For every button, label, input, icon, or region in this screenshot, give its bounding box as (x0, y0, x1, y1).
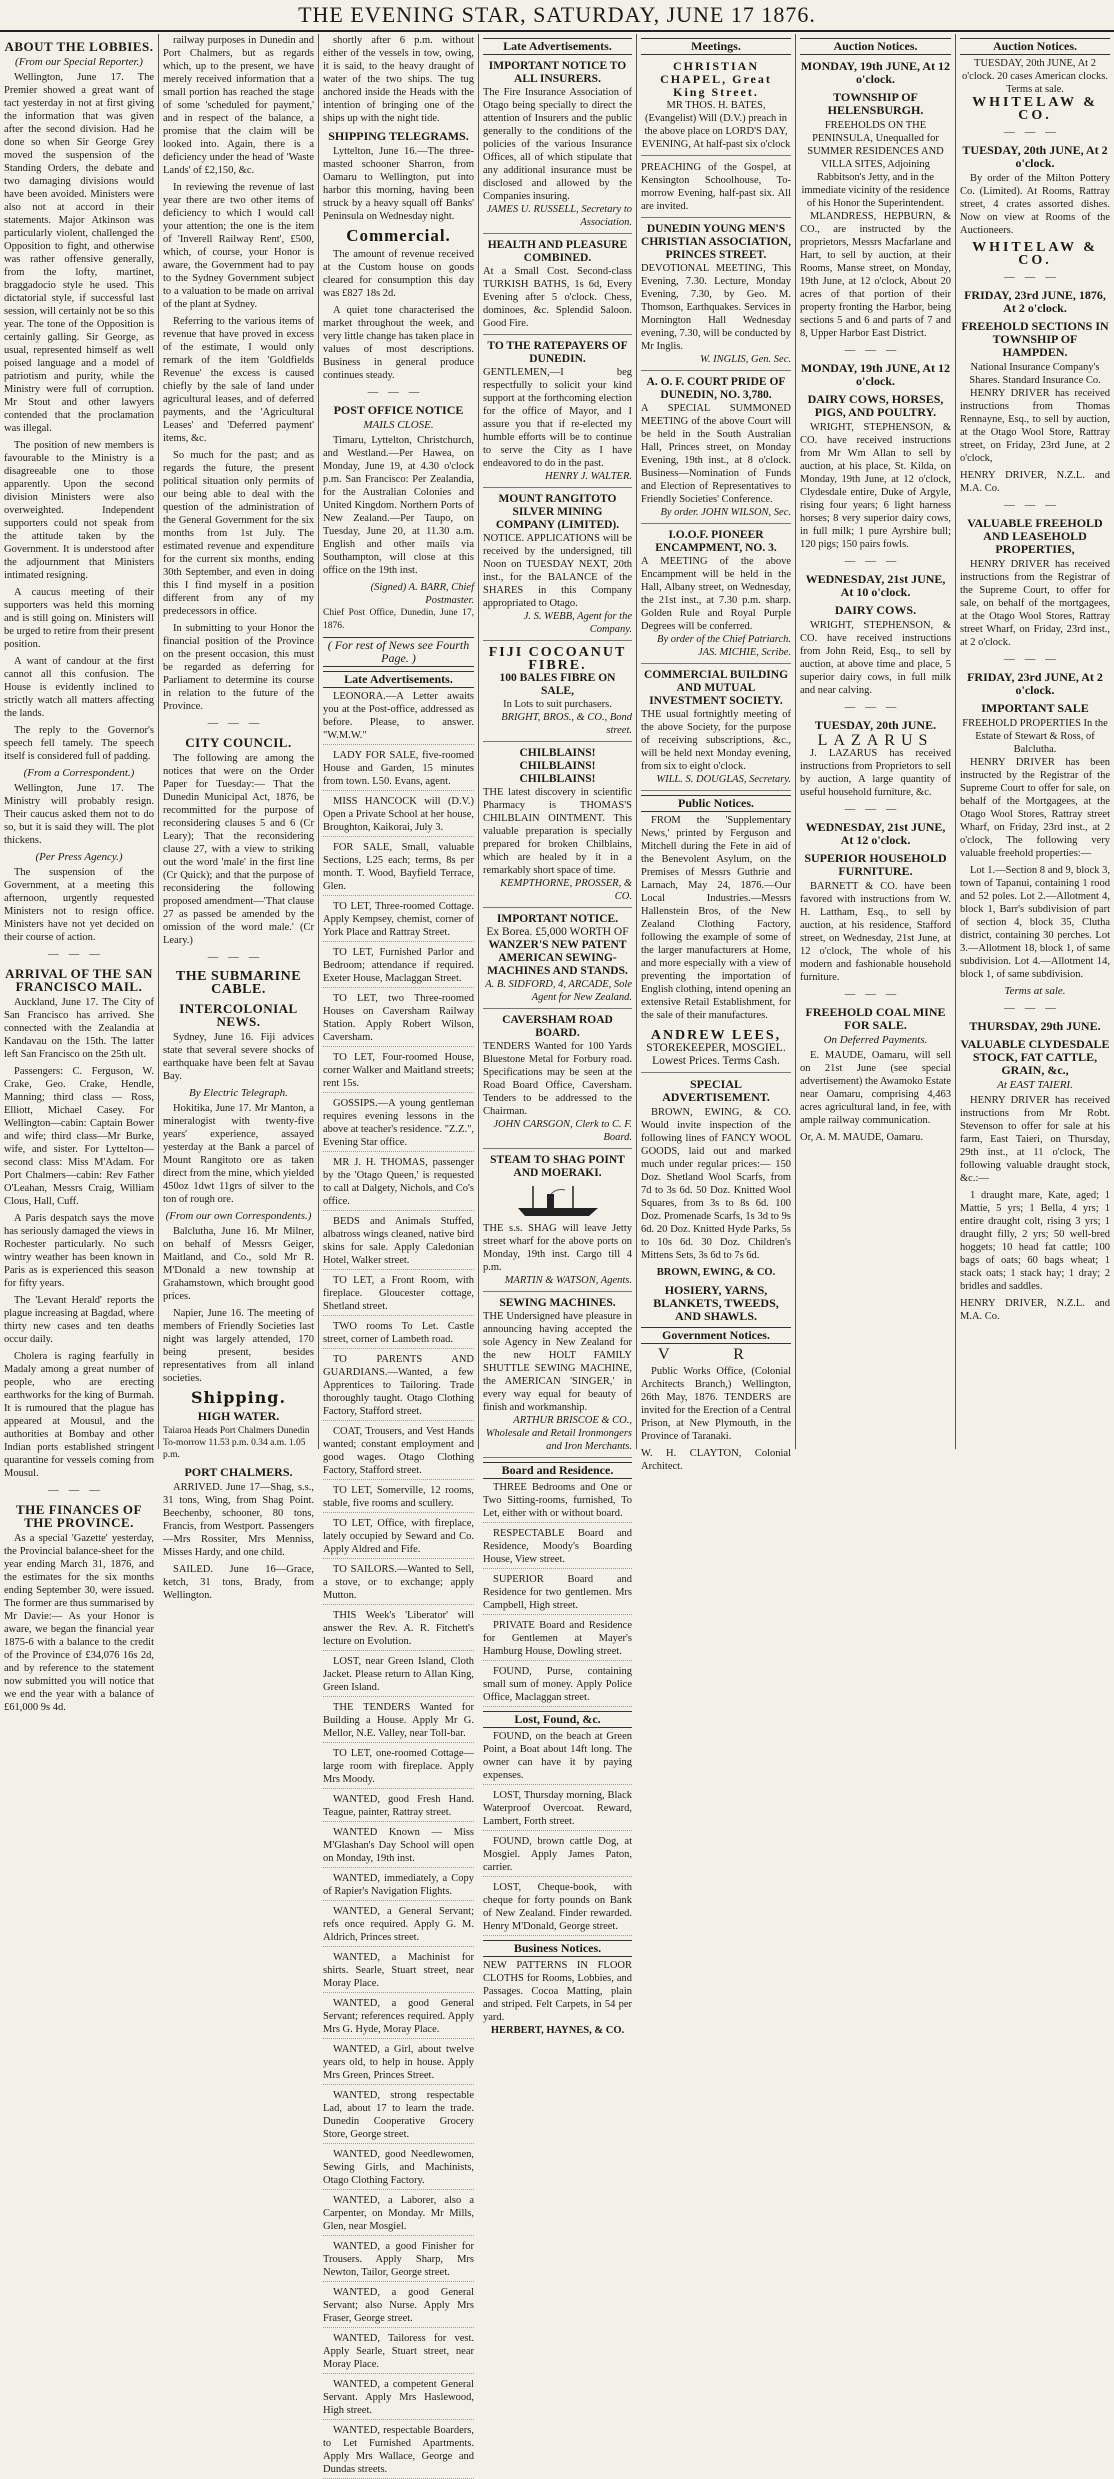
auction-date: TUESDAY, 20th JUNE. (814, 718, 937, 732)
finances-heading: THE FINANCES OF THE PROVINCE. (16, 1502, 142, 1530)
correspondent-paragraph: Wellington, June 17. The Ministry will probably resign. Their caucus asked them not to do so, but it is said they will. The plot thickens. (4, 783, 154, 846)
column-2 (159, 34, 318, 1601)
separator: ——— (1004, 127, 1066, 138)
aof-signature: By order. JOHN WILSON, Sec. (660, 507, 791, 518)
hampden-subheading: National Insurance Company's Shares. Standard Insurance Co. (969, 362, 1101, 386)
lobbies-subheading: (From our Special Reporter.) (15, 56, 143, 68)
auction-body: WRIGHT, STEPHENSON, & CO. have received instructions from Mr Wm Allan to sell by auction, at his place, St. Kilda, on Monday, 19th June, at 12 o'clock, Clydesdale entire, Duke of Argyle, rising four years; 6 light harness horses; 8 very superior dairy cows, in full milk; 1 pure Ayrshire bull; 120 pigs; 150 pairs fowls. (800, 422, 951, 550)
sewing-heading: SEWING MACHINES. (499, 1297, 616, 1309)
classified-ad: BEDS and Animals Stuffed, albatross wings cleaned, native bird skins for sale. Apply Caledonian Hotel, Walker street. (323, 1215, 474, 1270)
port-heading: PORT CHALMERS. (184, 1465, 293, 1479)
steam-ad (483, 1151, 632, 1292)
brown-signature: BROWN, EWING, & CO. (656, 1267, 776, 1278)
commercial-paragraph: A quiet tone characterised the market throughout the week, and very little change has taken place in values of most descriptions. Business in general produce continues steady. (323, 305, 474, 381)
ratepayers-heading: TO THE RATEPAYERS OF DUNEDIN. (487, 340, 628, 365)
finances-continued: So much for the past; and as regards the future, the present political situation only permits of our being able to deal with the question of the administration of the General Government for the six months from 1st July. The estimated revenue and expenditure for the current six months, ending 30th September, and even in doing this I find myself in a position different from any of my predecessors in office. (163, 450, 314, 617)
classified-ad: TO LET, Furnished Parlor and Bedroom; attendance if required. Exeter House, Maclaggan Street. (323, 946, 474, 988)
ymca-ad (641, 220, 791, 371)
lobbies-heading: ABOUT THE LOBBIES. (4, 39, 154, 54)
cbma-signature: WILL. S. DOUGLAS, Secretary. (656, 774, 791, 785)
classified-ad: TO LET, two Three-roomed Houses on Caversham Railway Station. Apply Robert Wilson, Caversham. (323, 992, 474, 1047)
board-heading: Board and Residence. (483, 1462, 632, 1479)
mail-paragraph: Auckland, June 17. The City of San Francisco has arrived. She connected with the Zealandia at Kandavau on the 15th. The latter left San Francisco on the 25th ult. (4, 997, 154, 1060)
lost-ad: FOUND, brown cattle Dog, at Mosgiel. Apply James Paton, carrier. (483, 1835, 632, 1877)
auction-title: TOWNSHIP OF HELENSBURGH. (827, 90, 924, 117)
driver-signature: HENRY DRIVER, N.Z.L. and M.A. Co. (960, 1298, 1110, 1322)
auction-date: TUESDAY, 20th JUNE, At 2 o'clock. 20 cases American clocks. Terms at sale. (962, 58, 1108, 95)
classified-ad: TO LET, Three-roomed Cottage. Apply Kempsey, chemist, corner of York Place and Rattray Street. (323, 900, 474, 942)
board-ad: SUPERIOR Board and Residence for two gentlemen. Mrs Campbell, High street. (483, 1573, 632, 1615)
classified-ad: TO LET, one-roomed Cottage—large room with fireplace. Apply Mrs Moody. (323, 1747, 474, 1789)
telegraph-subheading: (From our own Correspondents.) (165, 1210, 312, 1222)
important-heading: IMPORTANT SALE (981, 701, 1089, 715)
insurers-heading: IMPORTANT NOTICE TO ALL INSURERS. (488, 60, 627, 85)
hampden-heading: FREEHOLD SECTIONS IN TOWNSHIP OF HAMPDEN. (961, 319, 1109, 359)
classified-ad: WANTED, a Machinist for shirts. Searle, Stuart street, near Moray Place. (323, 1951, 474, 1993)
high-water-heading: HIGH WATER. (197, 1409, 280, 1423)
classifieds-list (323, 690, 474, 2479)
classified-ad: WANTED, respectable Boarders, to Let Furnished Apartments. Apply Mrs Wallace, George and Dundas streets. (323, 2424, 474, 2479)
post-office-date: Chief Post Office, Dunedin, June 17, 1876. (323, 608, 474, 631)
auction-heading: Auction Notices. (800, 38, 951, 55)
high-water-table: Taiaroa Heads Port Chalmers Dunedin To-morrow 11.53 p.m. 0.34 a.m. 1.05 p.m. (163, 1426, 310, 1460)
insurers-ad (483, 57, 632, 234)
classified-ad: WANTED, a Laborer, also a Carpenter, on Monday. Mr Mills, Glen, near Mosgiel. (323, 2194, 474, 2236)
lost-list (483, 1730, 632, 1936)
sewing-ad (483, 1294, 632, 1458)
auction-date: FRIDAY, 23rd JUNE, At 2 o'clock. (967, 670, 1103, 697)
caversham-heading: CAVERSHAM ROAD BOARD. (502, 1014, 613, 1039)
classified-ad: TO LET, Office, with fireplace, lately occupied by Seward and Co. Apply Aldred and Fife. (323, 1517, 474, 1559)
classified-ad: THE TENDERS Wanted for Building a House. Apply Mr G. Mellor, N.E. Valley, near Toll-bar. (323, 1701, 474, 1743)
telegrams-heading: SHIPPING TELEGRAMS. (328, 129, 469, 143)
driver-signature: HENRY DRIVER, N.Z.L. and M.A. Co. (960, 470, 1110, 494)
ratepayers-signature: HENRY J. WALTER. (545, 471, 632, 482)
caversham-signature: JOHN CARSGON, Clerk to C. F. Board. (493, 1119, 632, 1143)
ioof-signature: By order of the Chief Patriarch. JAS. MICHIE, Scribe. (657, 634, 791, 658)
auction-notices-heading: Auction Notices. (960, 38, 1110, 55)
auction-date: WEDNESDAY, 21st JUNE, At 10 o'clock. (805, 572, 946, 599)
driver-body: HENRY DRIVER has been instructed by the Registrar of the Supreme Court to offer for sale, on behalf of the Mortgagees, at the Otago Wool Stores, Rattray street Wharf, on Friday, 23rd inst., at 2 o'clock, The following very valuable freehold properties:— (960, 757, 1110, 859)
classified-ad: WANTED, a good General Servant; references required. Apply Mrs G. Hyde, Moray Place. (323, 1997, 474, 2039)
classified-ad: TO LET, Four-roomed House, corner Walker and Maitland streets; rent 15s. (323, 1051, 474, 1093)
finances-continued: In reviewing the revenue of last year there are two other items of deficiency to which I would call your attention; the one is the item of 'Inverell Railway Rent', £500, which, of course, your Honor is aware, the Government had to pay to the Sydney Government subject to a valuation to be made on arrival of the plant at Sydney. (163, 182, 314, 310)
separator: ——— (367, 387, 430, 398)
auction-date: WEDNESDAY, 21st JUNE, At 12 o'clock. (805, 820, 946, 847)
important-body: FREEHOLD PROPERTIES In the Estate of Stewart & Ross, of Balclutha. (962, 718, 1108, 755)
classified-ad: MR J. H. THOMAS, passenger by the 'Otago Queen,' is requested to call at Dalgety, Nichols, and Co's office. (323, 1156, 474, 1211)
insurers-body: The Fire Insurance Association of Otago being specially to direct the attention of Insurers and the public generally to the conditions of the policies of the various Insurance Offices, all of which stipulate that any additional insurance must be disclosed and allowed by the Companies insuring. (483, 87, 632, 202)
classified-ad: TO SAILORS.—Wanted to Sell, a stove, or to exchange; apply Mutton. (323, 1563, 474, 1605)
freehold-body: E. MAUDE, Oamaru, will sell on 21st June (see special advertisement) the Awamoko Estate near Oamaru, comprising 4,463 acres agricultural land, in fee, with ample railway communication. (800, 1050, 951, 1126)
fiji-body: In Lots to suit purchasers. (503, 699, 612, 710)
caversham-ad (483, 1011, 632, 1149)
board-ad: FOUND, Purse, containing small sum of money. Apply Police Office, Maclaggan street. (483, 1665, 632, 1707)
freehold-subheading: On Deferred Payments. (823, 1034, 928, 1046)
import-heading: IMPORTANT NOTICE. (496, 913, 619, 925)
telegraph-paragraph: Hokitika, June 17. Mr Manton, a mineralogist with twenty-five years' experience, assayed yesterday at the Bank a parcel of Mount Rangitoto ore as taken direct from the mine, which yielded 450oz 1dwt 11grs of silver to the ton of rough ore. (163, 1103, 314, 1205)
board-list (483, 1481, 632, 1707)
business-body: NEW PATTERNS IN FLOOR CLOTHS for Rooms, Lobbies, and Passages. Cocoa Matting, plain and striped. Felt Carpets, in 54 per yard. (483, 1960, 632, 2023)
finances-paragraph: As a special 'Gazette' yesterday, the Provincial balance-sheet for the year ending March 31, 1876, and the estimates for the six months ending September 30, were issued. The former are thus summarised by Mr Davie:— As your Honor is aware, we began the financial year 1875-6 with a balance to the credit of the Province of £34,076 16s 2d, and by reference to the statement now submitted you will notice that we end the year with a balance of £61,000 9s 4d. (4, 1533, 154, 1713)
mail-paragraph: A Paris despatch says the move has seriously damaged the views in Rochester particularly. No such wintry weather has been known in Paris as is experienced this season for fifty years. (4, 1213, 154, 1289)
separator: ——— (48, 1485, 110, 1496)
cbma-ad (641, 666, 791, 791)
chilblains-body: THE latest discovery in scientific Pharmacy is THOMAS'S CHILBLAIN OINTMENT. This valuable preparation is specially prepared for broken Chilblains, which are healed by it in a remarkably short space of time. (483, 787, 632, 876)
steamship-icon (513, 1184, 603, 1218)
port-arrived: ARRIVED. June 17—Shag, s.s., 31 tons, Wing, from Shag Point. Beechenby, schooner, 80 tons, Francis, from Westport. Passengers—Mrs Rossiter, Mrs Menniss, Misses Hardy, and one child. (163, 1482, 314, 1558)
ioof-ad (641, 526, 791, 664)
auction-date: TUESDAY, 20th JUNE, At 2 o'clock. (962, 143, 1108, 170)
lobbies-paragraph: A want of candour at the first cannot all this confusion. The House is evidently inclined to strictly watch all matters affecting the lands. (4, 656, 154, 719)
auction-title: DAIRY COWS, HORSES, PIGS, AND POULTRY. (807, 392, 944, 419)
separator: ——— (844, 556, 907, 567)
lots-body: Lot 1.—Section 8 and 9, block 3, town of Tapanui, containing 1 rood and 52 poles. Lot 2.—Allotment 4, block 1, Barr's subdivision of part of section 4, block 35, Clutha district, containing 30 perches. Lot 3.—Allotment 18, block 1, of same subdivision. Lot 4.—Allotment 14, block 1, of same subdivision. (960, 865, 1110, 980)
government-body: Public Works Office, (Colonial Architects Branch,) Wellington, 26th May, 1876. TENDERS are invited for the Erection of a Central Prison, at New Plymouth, in the Province of Taranaki. (641, 1366, 791, 1442)
aof-heading: A. O. F. COURT PRIDE OF DUNEDIN, NO. 3,780. (646, 376, 786, 401)
lees-ad (641, 1026, 791, 1073)
finances-continued: Referring to the various items of revenue that have proved in excess of the estimate, I would only remark of the item 'Goldfields Revenue' the excess is caused chiefly by the sale of land under agricultural leases, and of deferred payments, and the 'Agricultural Leases' and 'Deferred payment' items, &c. (163, 316, 314, 444)
telegraph-heading: By Electric Telegraph. (189, 1087, 288, 1099)
wanzer-heading: WANZER'S NEW PATENT AMERICAN SEWING-MACHINES AND STANDS. (487, 939, 628, 977)
cbma-heading: COMMERCIAL BUILDING AND MUTUAL INVESTMENT SOCIETY. (643, 669, 789, 707)
lobbies-paragraph: The reply to the Governor's speech fell tamely. The speech itself is considered full of padding. (4, 725, 154, 762)
vr-cipher: V R (658, 1346, 774, 1363)
mail-paragraph: Passengers: C. Ferguson, W. Crake, Geo. Crake, Hendle, Manning; third class — Ross, Elliott, Michael Casey. For Wellington—cabin: Captain Bower and wife; third class—Mr Burke, wife, and sister. For Lyttelton—second class: Miss M'Adam. For Port Chalmers—cabin: Rev Father O'Leahan, Messrs Craig, William Clous, Hall, Cuff. (4, 1066, 154, 1207)
telegrams-paragraph: Lyttelton, June 16.—The three-masted schooner Sharron, from Oamaru to Wellington, put into harbor this morning, having been struck by a heavy squall off Banks' Peninsula on Wednesday night. (323, 146, 474, 222)
preaching-body: PREACHING of the Gospel, at Kensington Schoolhouse, To-morrow Evening, half-past six. All are invited. (641, 162, 791, 212)
mount-ad (483, 490, 632, 641)
mail-paragraph: The 'Levant Herald' reports the plague increasing at Bagdad, where thirty new cases and ten deaths occur daily. (4, 1295, 154, 1345)
ratepayers-body: GENTLEMEN,—I beg respectfully to solicit your kind support at the forthcoming election for the office of Mayor, and I assure you that if re-elected my humble efforts will be to continue to serve the City as I have endeavored to do in the past. (483, 367, 632, 469)
auction-title: LAZARUS (817, 732, 934, 749)
terms-note: Terms at sale. (1004, 985, 1066, 997)
insurers-signature: JAMES U. RUSSELL, Secretary to Association. (486, 204, 632, 228)
telegraph-paragraph: Napier, June 16. The meeting of members of Friendly Societies last night was largely attended, 170 being present, besides representatives from all inland societies. (163, 1308, 314, 1384)
chapel-heading: CHRISTIAN CHAPEL, Great King Street. (660, 59, 772, 99)
auction-body: BARNETT & CO. have been favored with instructions from W. H. Lattham, Esq., to sell by auction, at his residence, Stafford street, on Wednesday, 21st June, at 12 o'clock, The whole of his modern and fashionable household furniture. (800, 881, 951, 983)
whitelaw-heading: WHITELAW & CO. (972, 240, 1098, 268)
caversham-body: TENDERS Wanted for 100 Yards Bluestone Metal for Forbury road. Specifications may be seen at the Road Board Office, Caversham. Tenders to be addressed to the Chairman. (483, 1041, 632, 1117)
valuable-body: HENRY DRIVER has received instructions from the Registrar of the Supreme Court, to offer for sale, on behalf of the mortgagees, at the Otago Wool Stores, Rattray street Wharf, on Friday, 23rd inst., at 2 o'clock. (960, 559, 1110, 648)
ymca-body: DEVOTIONAL MEETING, This Evening, 7.30. Lecture, Monday Evening, 7.30, by Geo. M. Thomson, Earthquakes. Services in Mornington Hall Wednesday evening, 7.30, will be conducted by Mr Inglis. (641, 263, 791, 352)
auction-body: By order of the Milton Pottery Co. (Limited). At Rooms, Rattray street, 4 crates assorted dishes. Now on view at Rooms of the Auctioneers. (960, 173, 1110, 236)
port-sailed: SAILED. June 16—Grace, ketch, 31 tons, Brady, from Wellington. (163, 1564, 314, 1601)
rest-of-news-note: ( For rest of News see Fourth Page. ) (323, 637, 474, 667)
late-ads-heading: Late Advertisements. (483, 38, 632, 55)
business-heading: Business Notices. (483, 1940, 632, 1957)
press-paragraph: The suspension of the Government, at a meeting this afternoon, urgently requested Ministers not to resign office. Ministers have not yet decided on their course of action. (4, 867, 154, 943)
finances-continued: railway purposes in Dunedin and Port Chalmers, but as regards which, up to the present, we have merely received information that a small portion has reached the stage of some 'scheduled for payment,' and in respect of the balance, a promise that the claim will be looked into. Again, there is a deficiency under the head of 'Waste Lands' of £2,150, &c. (163, 35, 314, 176)
wanzer-ad (483, 910, 632, 1009)
fiji-signature: BRIGHT, BROS., & CO., Bond street. (501, 712, 632, 736)
board-ad: RESPECTABLE Board and Residence, Moody's Boarding House, View street. (483, 1527, 632, 1569)
valuable-subheading: At EAST TAIERI. (997, 1079, 1073, 1091)
separator: ——— (207, 952, 270, 963)
classified-ad: LADY FOR SALE, five-roomed House and Garden, 15 minutes from town. L50. Evans, agent. (323, 749, 474, 791)
aof-ad (641, 373, 791, 524)
public-body: FROM the 'Supplementary News,' printed by Ferguson and Mitchell during the Fete in aid of the Benevolent Asylum, on the Premises of Messrs Guthrie and Larnach, May 24, 1876.—Our Local Industries.—Messrs Hallenstein Bros, of the New Zealand Clothing Factory, following the example of some of the larger manufacturers at Home, and more especially with a view of preventing the importation of English clothing, intend opening an extensive Retail Establishment, for the sale of their manufactures. (641, 815, 791, 1021)
chilblains-signature: KEMPTHORNE, PROSSER, & CO. (500, 878, 632, 902)
board-ad: PRIVATE Board and Residence for Gentlemen at Mayer's Hamburg House, Dowling street. (483, 1619, 632, 1661)
board-ad: THREE Bedrooms and One or Two Sitting-rooms, furnished, To Let, either with or without board. (483, 1481, 632, 1523)
hosiery-heading: HOSIERY, YARNS, BLANKETS, TWEEDS, AND SHAWLS. (653, 1283, 779, 1323)
auction-title: SUPERIOR HOUSEHOLD FURNITURE. (804, 851, 947, 878)
mail-paragraph: Cholera is raging fearfully in Madaly among a great number of people, who are erecting earthworks for the king of Burmah. It is rumoured that the plague has appeared at Mousul, and the authorities at Bombay and other Indian ports established stringent quarantine for vessels coming from Mousul. (4, 1351, 154, 1479)
press-subheading: (Per Press Agency.) (35, 851, 123, 863)
separator: ——— (207, 718, 270, 729)
stock-list: 1 draught mare, Kate, aged; 1 Mattie, 5 yrs; 1 Bella, 4 yrs; 1 entire draught colt, rising 3 yrs; 1 draught filly, 2 yrs; 50 well-bred hoggets; 10 head fat cattle; 100 bags of oats; 60 bags wheat; 1 stack oats; 1 stack hay; 1 dray; 2 bridles and saddles. (960, 1190, 1110, 1292)
chilblains-heading: CHILBLAINS! CHILBLAINS! CHILBLAINS! (519, 747, 596, 785)
post-office-heading: POST OFFICE NOTICE (333, 403, 464, 417)
classified-ad: WANTED, a good Finisher for Trousers. Apply Sharp, Mrs Newton, Tailor, George street. (323, 2240, 474, 2282)
late-ads-heading: Late Advertisements. (323, 671, 474, 688)
fiji-ad (483, 643, 632, 742)
classified-ad: THIS Week's 'Liberator' will answer the Rev. A. R. Fitchett's lecture on Evolution. (323, 1609, 474, 1651)
lobbies-paragraph: A caucus meeting of their supporters was held this morning and is still going on. Ministers will be urged to retire from their present position. (4, 587, 154, 650)
steam-signature: MARTIN & WATSON, Agents. (504, 1275, 632, 1286)
ioof-body: A MEETING of the above Encampment will be held in the Hall, Albany street, on Wednesday, the 21st inst., at 7.30 p.m. sharp. Golden Rule and Royal Purple Degrees will be conferred. (641, 556, 791, 632)
auction-body: J. LAZARUS has received instructions from Proprietors to sell by auction, A large quantity of useful household furniture, &c. (800, 748, 951, 798)
post-office-signature: (Signed) A. BARR, Chief Postmaster. (370, 582, 474, 606)
lees-heading: ANDREW LEES, (650, 1028, 782, 1043)
import-subheading: Ex Borea. £5,000 WORTH OF (486, 926, 629, 938)
council-heading: CITY COUNCIL. (185, 735, 292, 750)
sewing-body: THE Undersigned have pleasure in announcing having accepted the sole Agency in New Zealand for the new HOLT FAMILY SHUTTLE SEWING MACHINE, the AMERICAN 'SINGER,' in every way equal for beauty of finish and workmanship. (483, 1311, 632, 1413)
shipping-heading: Shipping. (190, 1388, 287, 1407)
cable-paragraph: Sydney, June 16. Fiji advices state that several severe shocks of earthquake have been felt at Savau Bay. (163, 1032, 314, 1082)
separator: ——— (1004, 654, 1066, 665)
column-6 (796, 34, 955, 1449)
auction-body: WRIGHT, STEPHENSON, & CO. have received instructions from John Reid, Esq., to sell by auction, at above time and place, 5 superior dairy cows, in full milk and near calving. (800, 620, 951, 696)
classified-ad: MISS HANCOCK will (D.V.) Open a Private School at her house, Broughton, Kaikorai, July 3. (323, 795, 474, 837)
classified-ad: WANTED, strong respectable Lad, about 17 to learn the trade. Dunedin Cooperative Grocery Store, George street. (323, 2089, 474, 2144)
freehold-heading: FREEHOLD COAL MINE FOR SALE. (805, 1005, 946, 1032)
cable-subheading: INTERCOLONIAL NEWS. (179, 1001, 298, 1029)
classified-ad: WANTED, Tailoress for vest. Apply Searle, Stuart street, near Moray Place. (323, 2332, 474, 2374)
separator: ——— (48, 949, 110, 960)
separator: ——— (1004, 500, 1066, 511)
classified-ad: LOST, near Green Island, Cloth Jacket. Please return to Allan King, Green Island. (323, 1655, 474, 1697)
brown-body: BROWN, EWING, & CO. Would invite inspection of the following lines of FANCY WOOL GOODS, laid out and marked much under regular prices:— 150 Doz. Shetland Wool Scarfs, from 7d to 3s 6d. 50 Doz. Knitted Wool Squares, from 3s to 8s 6d. 100 Doz. Promenade Scarfs, 1s 3d to 9s 6d. 20 Doz. Knitted Hyde Parks, 5s to 10s 6d. 30 Doz. Children's Mittens Sets, 3s 6d to 7s 6d. (641, 1107, 791, 1261)
cable-heading: THE SUBMARINE CABLE. (175, 969, 302, 997)
whitelaw-heading: WHITELAW & CO. (972, 95, 1098, 123)
valuable-heading: VALUABLE FREEHOLD AND LEASEHOLD PROPERTIES, (967, 516, 1103, 556)
public-heading: Public Notices. (641, 795, 791, 812)
classified-ad: TWO rooms To Let. Castle street, corner of Lambeth road. (323, 1320, 474, 1349)
correspondent-subheading: (From a Correspondent.) (23, 767, 135, 779)
steam-heading: STEAM TO SHAG POINT AND MOERAKI. (490, 1154, 625, 1179)
classified-ad: WANTED, good Needlewomen, Sewing Girls, and Machinists, Otago Clothing Factory. (323, 2148, 474, 2190)
aof-body: A SPECIAL SUMMONED MEETING of the above Court will be held in the South Australian Hall, Princes street, on Monday Evening, 19th inst., at 8 o'clock. Business—Nomination of Funds and Election of Representatives to Friendly Societies' Conference. (641, 403, 791, 505)
business-signature: HERBERT, HAYNES, & CO. (490, 2025, 625, 2036)
classified-ad: TO PARENTS AND GUARDIANS.—Wanted, a few Apprentices to Tailoring. Trade thoroughly taught. Otago Clothing Factory, Stafford street. (323, 1353, 474, 1421)
finances-continued: In submitting to your Honor the financial position of the Province on the present occasion, this must be regarded as deferring for Parliament to determine its course in relation to the future of the Province. (163, 623, 314, 712)
ymca-heading: DUNEDIN YOUNG MEN'S CHRISTIAN ASSOCIATION, PRINCES STREET. (641, 223, 791, 261)
classified-ad: WANTED, a good General Servant; also Nurse. Apply Mrs Fraser, George street. (323, 2286, 474, 2328)
wanzer-signature: A. B. SIDFORD, 4, ARCADE, Sole Agent for New Zealand. (485, 979, 632, 1003)
lost-ad: LOST, Thursday morning, Black Waterproof Overcoat. Reward, Lambert, Forth street. (483, 1789, 632, 1831)
chapel-ad (641, 57, 791, 156)
auction-date: MONDAY, 19th JUNE, At 12 o'clock. (800, 361, 951, 388)
preaching-ad (641, 158, 791, 218)
column-4 (479, 34, 636, 2036)
ioof-heading: I.O.O.F. PIONEER ENCAMPMENT, NO. 3. (655, 529, 777, 554)
lobbies-paragraph: The position of new members is favourable to the Ministry is a disagreeable one to those apparently. Upon the second division Ministers were also overweighted. Independent supporters could not speak from the attitude taken by the Government. It is understood after the adjournment that Ministers intimated resigning. (4, 440, 154, 581)
classified-ad: WANTED, a competent General Servant. Apply Mrs Haslewood, High street. (323, 2378, 474, 2420)
commercial-heading: Commercial. (346, 226, 451, 245)
health-body: At a Small Cost. Second-class TURKISH BATHS, 1s 6d, Every Evening after 5 o'clock. Chess, dominoes, &c. Splendid Saloon. Good Fire. (483, 266, 632, 329)
classified-ad: FOR SALE, Small, valuable Sections, L25 each; terms, 8s per month. T. Wood, Bayfield Terrace, Glen. (323, 841, 474, 896)
separator: ——— (844, 702, 907, 713)
auction-date: FRIDAY, 23rd JUNE, 1876, At 2 o'clock. (964, 288, 1106, 315)
classified-ad: TO LET, Somerville, 12 rooms, stable, five rooms and scullery. (323, 1484, 474, 1513)
special-heading: SPECIAL ADVERTISEMENT. (662, 1077, 770, 1104)
separator: ——— (844, 989, 907, 1000)
steam-body: THE s.s. SHAG will leave Jetty street wharf for the above ports on Monday, 19th inst. Cargo till 4 p.m. (483, 1223, 632, 1273)
classified-ad: WANTED, good Fresh Hand. Teague, painter, Rattray street. (323, 1793, 474, 1822)
auction-subtitle: FREEHOLDS ON THE PENINSULA, Unequalled for SUMMER RESIDENCES AND VILLA SITES, Adjoining Rabbitson's Jetty, and in the immediate vicinity of the residence of his Honor the Superintendent. (801, 120, 950, 209)
commercial-paragraph: The amount of revenue received at the Custom house on goods cleared for consumption this day was £827 18s 2d. (323, 249, 474, 299)
mount-signature: J. S. WEBB, Agent for the Company. (523, 611, 632, 635)
council-paragraph: The following are among the notices that were on the Order Paper for Tuesday:— That the Dunedin Municipal Act, 1876, be recommitted for the purpose of reconsidering clauses 5 and 6 (Cr Leary); That the reconsidering clause 27, with a view to striking out the word 'male' in the first line (Cr Quick); and that the purpose of reconsidering the following proposed amendment—'That clause 27 as passed be amended by the omission of the word male.' (Cr Leary.) (163, 753, 314, 946)
health-ad (483, 236, 632, 335)
ratepayers-ad (483, 337, 632, 488)
post-office-subheading: MAILS CLOSE. (363, 419, 434, 431)
lost-heading: Lost, Found, &c. (483, 1711, 632, 1728)
separator: ——— (844, 345, 907, 356)
classified-ad: TO LET, a Front Room, with fireplace. Gloucester cottage, Shetland street. (323, 1274, 474, 1316)
mail-heading: ARRIVAL OF THE SAN FRANCISCO MAIL. (5, 966, 153, 994)
mount-body: NOTICE. APPLICATIONS will be received by the undersigned, till Noon on TUESDAY NEXT, 20th inst., for the BALANCE of the SHARES in this Company appropriated to Otago. (483, 533, 632, 609)
classified-ad: COAT, Trousers, and Vest Hands wanted; constant employment and good wages. Otago Clothing Factory, Stafford street. (323, 1425, 474, 1480)
lobbies-paragraph: Wellington, June 17. The Premier showed a great want of tact yesterday in not at first giving the information that was given after the second division. Had he done so when Sir George Grey moved the suspension of the Standing Orders, the debate and two damaging divisions would have been avoided. Ministers were also not at accord in their statements. Major Atkinson was particularly violent, challenged the Opposition to fight, and otherwise was rather offensive generally, from the lofty, martinet, braggadocio style he used. This dictatorial style, if successful last session, will certainly not be so this year. The tone of the Opposition is certainly galling. Sir George, as usual, represented himself as well poised language and a model of patriotism and purity, while the Ministry were full of corruption. Mr Stout and other lawyers contended that the proclamation was illegal. (4, 72, 154, 434)
column-7 (956, 34, 1114, 1449)
separator: ——— (1004, 272, 1066, 283)
cbma-body: THE usual fortnightly meeting of the above Society, for the purpose of receiving subscriptions, &c., will be held next Monday evening, from six to eight o'clock. (641, 709, 791, 772)
classified-ad: WANTED, immediately, a Copy of Rapier's Navigation Flights. (323, 1872, 474, 1901)
auction-date: THURSDAY, 29th JUNE. (969, 1019, 1101, 1033)
ymca-signature: W. INGLIS, Gen. Sec. (700, 354, 791, 365)
column-1 (0, 34, 158, 1713)
telegraph-paragraph: Balclutha, June 16. Mr Milner, on behalf of Messrs Geiger, Maitland, and Co., sold Mr R. M'Donald a new township at Grahamstown, which brought good prices. (163, 1226, 314, 1302)
lost-ad: LOST, Cheque-book, with cheque for forty pounds on Bank of New Zealand. Finder rewarded. Henry M'Donald, George street. (483, 1881, 632, 1936)
classified-ad: WANTED, a General Servant; refs once required. Apply G. M. Aldrich, Princes street. (323, 1905, 474, 1947)
mount-heading: MOUNT RANGITOTO SILVER MINING COMPANY (LIMITED). (495, 493, 620, 531)
classified-ad: LEONORA.—A Letter awaits you at the Post-office, addressed as before. Please, to answer. "W.M.W." (323, 690, 474, 745)
auction-body: MLANDRESS, HEPBURN, & CO., are instructed by the proprietors, Messrs Macfarlane and Hart, to sell by auction, at their Rooms, Manse street, on Monday, 19th June, at 12 o'clock, About 20 acres of that portion of their property fronting the Harbor, being sections 5 and 6 and parts of 7 and 8, Upper Harbor East District. (800, 211, 951, 339)
fiji-heading: FIJI COCOANUT FIBRE. (488, 645, 627, 673)
sewing-signature: ARTHUR BRISCOE & CO., Wholesale and Retail Ironmongers and Iron Merchants. (485, 1415, 632, 1452)
separator: ——— (844, 804, 907, 815)
driver-body: HENRY DRIVER has received instructions from Thomas Rennayne, Esq., to sell by auction, at the Otago Wool Store, Rattray street, on Friday, 23rd June, at 2 o'clock, (960, 388, 1110, 464)
auction-date: MONDAY, 19th JUNE, At 12 o'clock. (800, 59, 951, 86)
government-heading: Government Notices. (641, 1327, 791, 1344)
classified-ad: WANTED Known — Miss M'Glashan's Day School will open on Monday, 19th inst. (323, 1826, 474, 1868)
column-5 (637, 34, 795, 1472)
valuable-heading: VALUABLE CLYDESDALE STOCK, FAT CATTLE, GRAIN, &c., (960, 1037, 1110, 1077)
lost-ad: FOUND, on the beach at Green Point, a Boat about 14ft long. The owner can have it by paying expenses. (483, 1730, 632, 1785)
post-office-paragraph: Timaru, Lyttelton, Christchurch, and Westland.—Per Hawea, on Monday, June 19, at 4.30 o'clock p.m. San Francisco: Per Zealandia, for the Australian Colonies and United Kingdom. Northern Ports of New Zealand.—Per Taupo, on Tuesday, June 20, at 11.30 a.m. English and other mails via Southampton, will close at this office on the 19th inst. (323, 435, 474, 576)
classified-ad: WANTED, a Girl, about twelve years old, to help in house. Apply Mrs Green, Princes Street. (323, 2043, 474, 2085)
column-3 (319, 34, 478, 2475)
auction-title: DAIRY COWS. (834, 603, 917, 617)
shipping-continued: shortly after 6 p.m. without either of the vessels in tow, owing, it is said, to the heavy draught of water of the two ships. The tug anchored inside the Heads with the intention of bringing one of the ships up with the night tide. (323, 35, 474, 124)
meetings-heading: Meetings. (641, 38, 791, 55)
masthead-title: THE EVENING STAR, SATURDAY, JUNE 17 1876. (298, 2, 816, 27)
masthead (0, 0, 1114, 32)
health-heading: HEALTH AND PLEASURE COMBINED. (487, 239, 628, 264)
classified-ad: GOSSIPS.—A young gentleman requires evening lessons in the above at teacher's residence. "Z.Z.", Evening Star office. (323, 1097, 474, 1152)
government-signature: W. H. CLAYTON, Colonial Architect. (641, 1448, 791, 1472)
driver-body: HENRY DRIVER has received instructions from Mr Robt. Stevenson to offer for sale at his farm, East Taieri, on Thursday, 29th inst., at 11 o'clock, The following valuable draught stock, &c.:— (960, 1095, 1110, 1184)
freehold-signature: Or, A. M. MAUDE, Oamaru. (800, 1132, 923, 1143)
fiji-subheading: 100 BALES FIBRE ON SALE, (499, 672, 616, 697)
chapel-body: MR THOS. H. BATES, (Evangelist) Will (D.V.) preach in the above place on LORD'S DAY, EVENING, At half-past six o'clock (641, 100, 791, 150)
chilblains-ad (483, 744, 632, 908)
separator: ——— (1004, 1003, 1066, 1014)
lees-subheading: STOREKEEPER, MOSGIEL. Lowest Prices. Terms Cash. (646, 1042, 786, 1067)
